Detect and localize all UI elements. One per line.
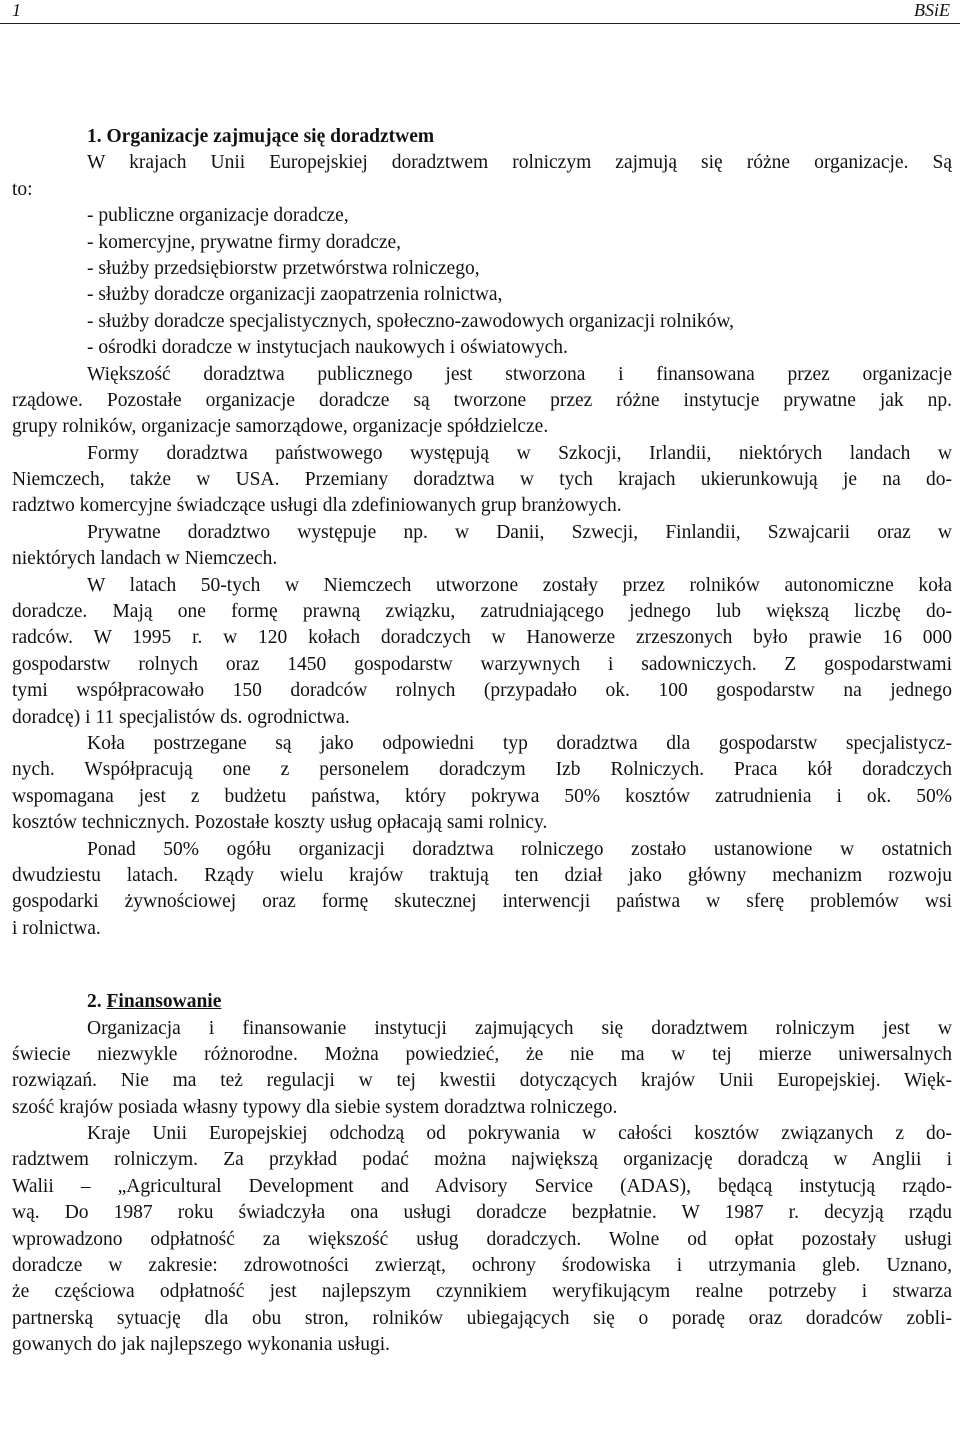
body-line: rządowe. Pozostałe organizacje doradcze są tworzone przez różne instytucje prywatne jak np. (12, 389, 952, 411)
paragraph (12, 441, 952, 520)
body-line: wprowadzono odpłatność za większość usług doradczych. Wolne od opłat pozostały usługi (12, 1228, 952, 1250)
body-line: gowanych do jak najlepszego wykonania usługi. (12, 1334, 390, 1356)
section-1-heading: 1. Organizacje zajmujące się doradztwem (87, 126, 435, 147)
paragraph (12, 362, 952, 441)
body-line: i rolnictwa. (12, 917, 101, 939)
body-line: niektórych landach w Niemczech. (12, 548, 278, 570)
paragraph (12, 1016, 952, 1122)
list-item: - służby doradcze specjalistycznych, społeczno-zawodowych organizacji rolników, (87, 310, 735, 332)
body-line: Kraje Unii Europejskiej odchodzą od pokrywania w całości kosztów związanych z do- (87, 1123, 952, 1145)
body-line: Większość doradztwa publicznego jest stworzona i finansowana przez organizacje (87, 363, 952, 385)
body-line: doradcze. Mają one formę prawną związku, zatrudniającego jednego lub większą liczbę do- (12, 601, 952, 623)
body-line: wspomagana jest z budżetu państwa, który pokrywa 50% kosztów zatrudnienia i ok. 50% (12, 785, 952, 807)
body-line: wą. Do 1987 roku świadczyła ona usługi doradcze bezpłatnie. W 1987 r. decyzją rządu (12, 1202, 952, 1224)
body-line: rozwiązań. Nie ma też regulacji w tej kwestii dotyczących krajów Unii Europejskiej. Więk- (12, 1070, 952, 1092)
section-2-heading (12, 989, 952, 1015)
body-line: gospodarki żywnościowej oraz formę skutecznej interwencji państwa w sferę problemów wsi (12, 891, 952, 913)
paragraph (12, 573, 952, 731)
body-line: W krajach Unii Europejskiej doradztwem rolniczym zajmują się różne organizacje. Są (87, 152, 952, 174)
body-line: to: (12, 178, 33, 200)
list-item: - służby doradcze organizacji zaopatrzenia rolnictwa, (87, 284, 503, 306)
body-line: radców. W 1995 r. w 120 kołach doradczych w Hanowerze zrzeszonych było prawie 16 000 (12, 627, 952, 649)
list-item: - komercyjne, prywatne firmy doradcze, (87, 231, 402, 253)
paragraph (12, 837, 952, 943)
body-line: szość krajów posiada własny typowy dla siebie system doradztwa rolniczego. (12, 1096, 618, 1118)
body-line: Niemczech, także w USA. Przemiany doradztwa w tych krajach ukierunkowują je na do- (12, 469, 952, 491)
body-line: Organizacja i finansowanie instytucji zajmujących się doradztwem rolniczym jest w (87, 1017, 952, 1039)
document-body (12, 124, 952, 1359)
body-line: W latach 50-tych w Niemczech utworzone zostały przez rolników autonomiczne koła (87, 574, 952, 596)
body-line: doradcę) i 11 specjalistów ds. ogrodnictwa. (12, 706, 350, 728)
paragraph (12, 1121, 952, 1359)
section-2-number: 2. (87, 991, 102, 1013)
body-line: doradcze w zakresie: zdrowotności zwierząt, ochrony środowiska i utrzymania gleb. Uznano, (12, 1255, 952, 1277)
running-title: BSiE (914, 0, 950, 20)
body-line: kosztów technicznych. Pozostałe koszty usług opłacają sami rolnicy. (12, 812, 548, 834)
body-line: tymi współpracowało 150 doradców rolnych (przypadało ok. 100 gospodarstw na jednego (12, 680, 952, 702)
paragraph (12, 520, 952, 573)
body-line: Ponad 50% ogółu organizacji doradztwa rolniczego zostało ustanowione w ostatnich (87, 838, 952, 860)
body-line: Formy doradztwa państwowego występują w Szkocji, Irlandii, niektórych landach w (87, 442, 952, 464)
body-line: grupy rolników, organizacje samorządowe, organizacje spółdzielcze. (12, 416, 549, 438)
paragraph (12, 731, 952, 837)
organization-list (12, 203, 952, 361)
body-line: Koła postrzegane są jako odpowiedni typ doradztwa dla gospodarstw specjalistycz- (87, 732, 952, 754)
list-item: - służby przedsiębiorstw przetwórstwa rolniczego, (87, 257, 480, 279)
body-line: świecie niezwykle różnorodne. Można powiedzieć, że nie ma w tej mierze uniwersalnych (12, 1043, 952, 1065)
section-2-title: Finansowanie (106, 991, 222, 1013)
list-item: - ośrodki doradcze w instytucjach naukowych i oświatowych. (87, 337, 568, 359)
list-item: - publiczne organizacje doradcze, (87, 205, 349, 227)
page-header (0, 0, 960, 24)
body-line: radztwem rolniczym. Za przykład podać można największą organizację doradczą w Anglii i (12, 1149, 952, 1171)
body-line: Walii – „Agricultural Development and Advisory Service (ADAS), będącą instytucją rządo- (12, 1175, 952, 1197)
body-line: dwudziestu latach. Rządy wielu krajów traktują ten dział jako główny mechanizm rozwoju (12, 864, 952, 886)
body-line: że częściowa odpłatność jest najlepszym czynnikiem weryfikującym realne potrzeby i stwarza (12, 1281, 952, 1303)
body-line: nych. Współpracują one z personelem doradczym Izb Rolniczych. Praca kół doradczych (12, 759, 952, 781)
body-line: Prywatne doradztwo występuje np. w Danii, Szwecji, Finlandii, Szwajcarii oraz w (87, 521, 952, 543)
body-line: radztwo komercyjne świadczące usługi dla zdefiniowanych grup branżowych. (12, 495, 622, 517)
body-line: gospodarstw rolnych oraz 1450 gospodarstw warzywnych i sadowniczych. Z gospodarstwami (12, 653, 952, 675)
body-line: partnerską sytuację dla obu stron, rolników ubiegających się o poradę oraz doradców zobli- (12, 1307, 952, 1329)
page-number: 1 (12, 0, 21, 20)
